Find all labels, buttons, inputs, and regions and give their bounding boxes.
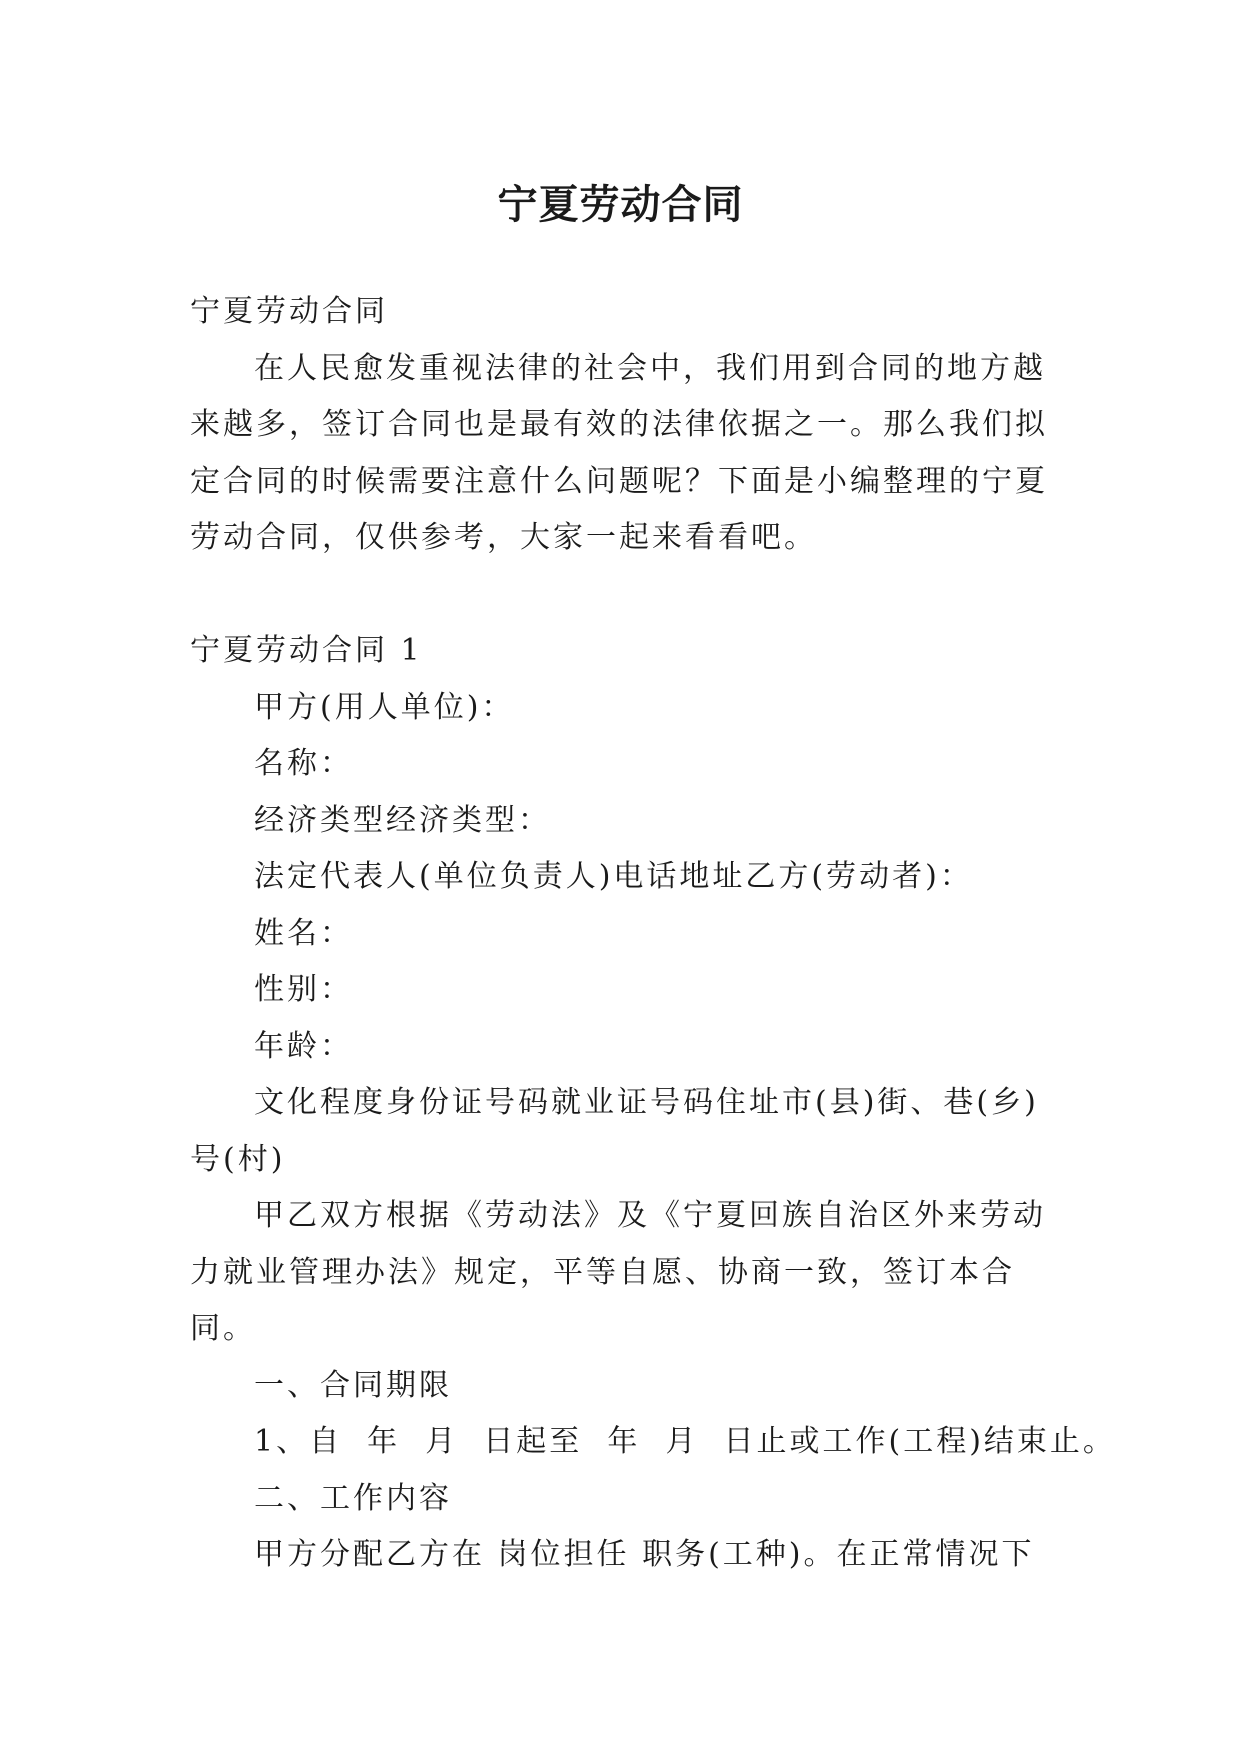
intro-paragraph: 在人民愈发重视法律的社会中，我们用到合同的地方越来越多，签订合同也是最有效的法律依据之一。那么我们拟定合同的时候需要注意什么问题呢？下面是小编整理的宁夏劳动合同，仅供参考，大家一起来看看吧。 — [190, 350, 1048, 555]
representative-line: 法定代表人(单位负责人)电话地址乙方(劳动者)： — [254, 859, 973, 894]
document-body — [190, 284, 1116, 1584]
economic-type-label: 经济类型经济类型： — [254, 802, 551, 838]
education-id-address-line: 文化程度身份证号码就业证号码住址市(县)街、巷(乡)号(村) — [190, 1085, 1039, 1177]
clause-heading-work: 二、工作内容 — [254, 1480, 452, 1516]
paragraph-spacer — [190, 567, 1070, 624]
clause-term-item-1: 1、自 年 月 日起至 年 月 日止或工作(工程)结束止。 — [254, 1424, 1116, 1459]
party-a-label: 甲方(用人单位)： — [254, 689, 515, 725]
gender-label: 性别： — [254, 972, 353, 1007]
intro-heading: 宁夏劳动合同 — [190, 294, 388, 329]
section-heading: 宁夏劳动合同 1 — [190, 633, 423, 668]
legal-basis-paragraph: 甲乙双方根据《劳动法》及《宁夏回族自治区外来劳动力就业管理办法》规定，平等自愿、协商一致，签订本合同。 — [190, 1198, 1046, 1346]
document-title: 宁夏劳动合同 — [497, 181, 744, 228]
age-label: 年龄： — [254, 1028, 353, 1064]
clause-work-text: 甲方分配乙方在 岗位担任 职务(工种)。在正常情况下 — [254, 1537, 1035, 1572]
name-field-label: 名称： — [254, 746, 353, 781]
worker-name-label: 姓名： — [254, 915, 353, 951]
clause-heading-term: 一、合同期限 — [254, 1367, 452, 1403]
